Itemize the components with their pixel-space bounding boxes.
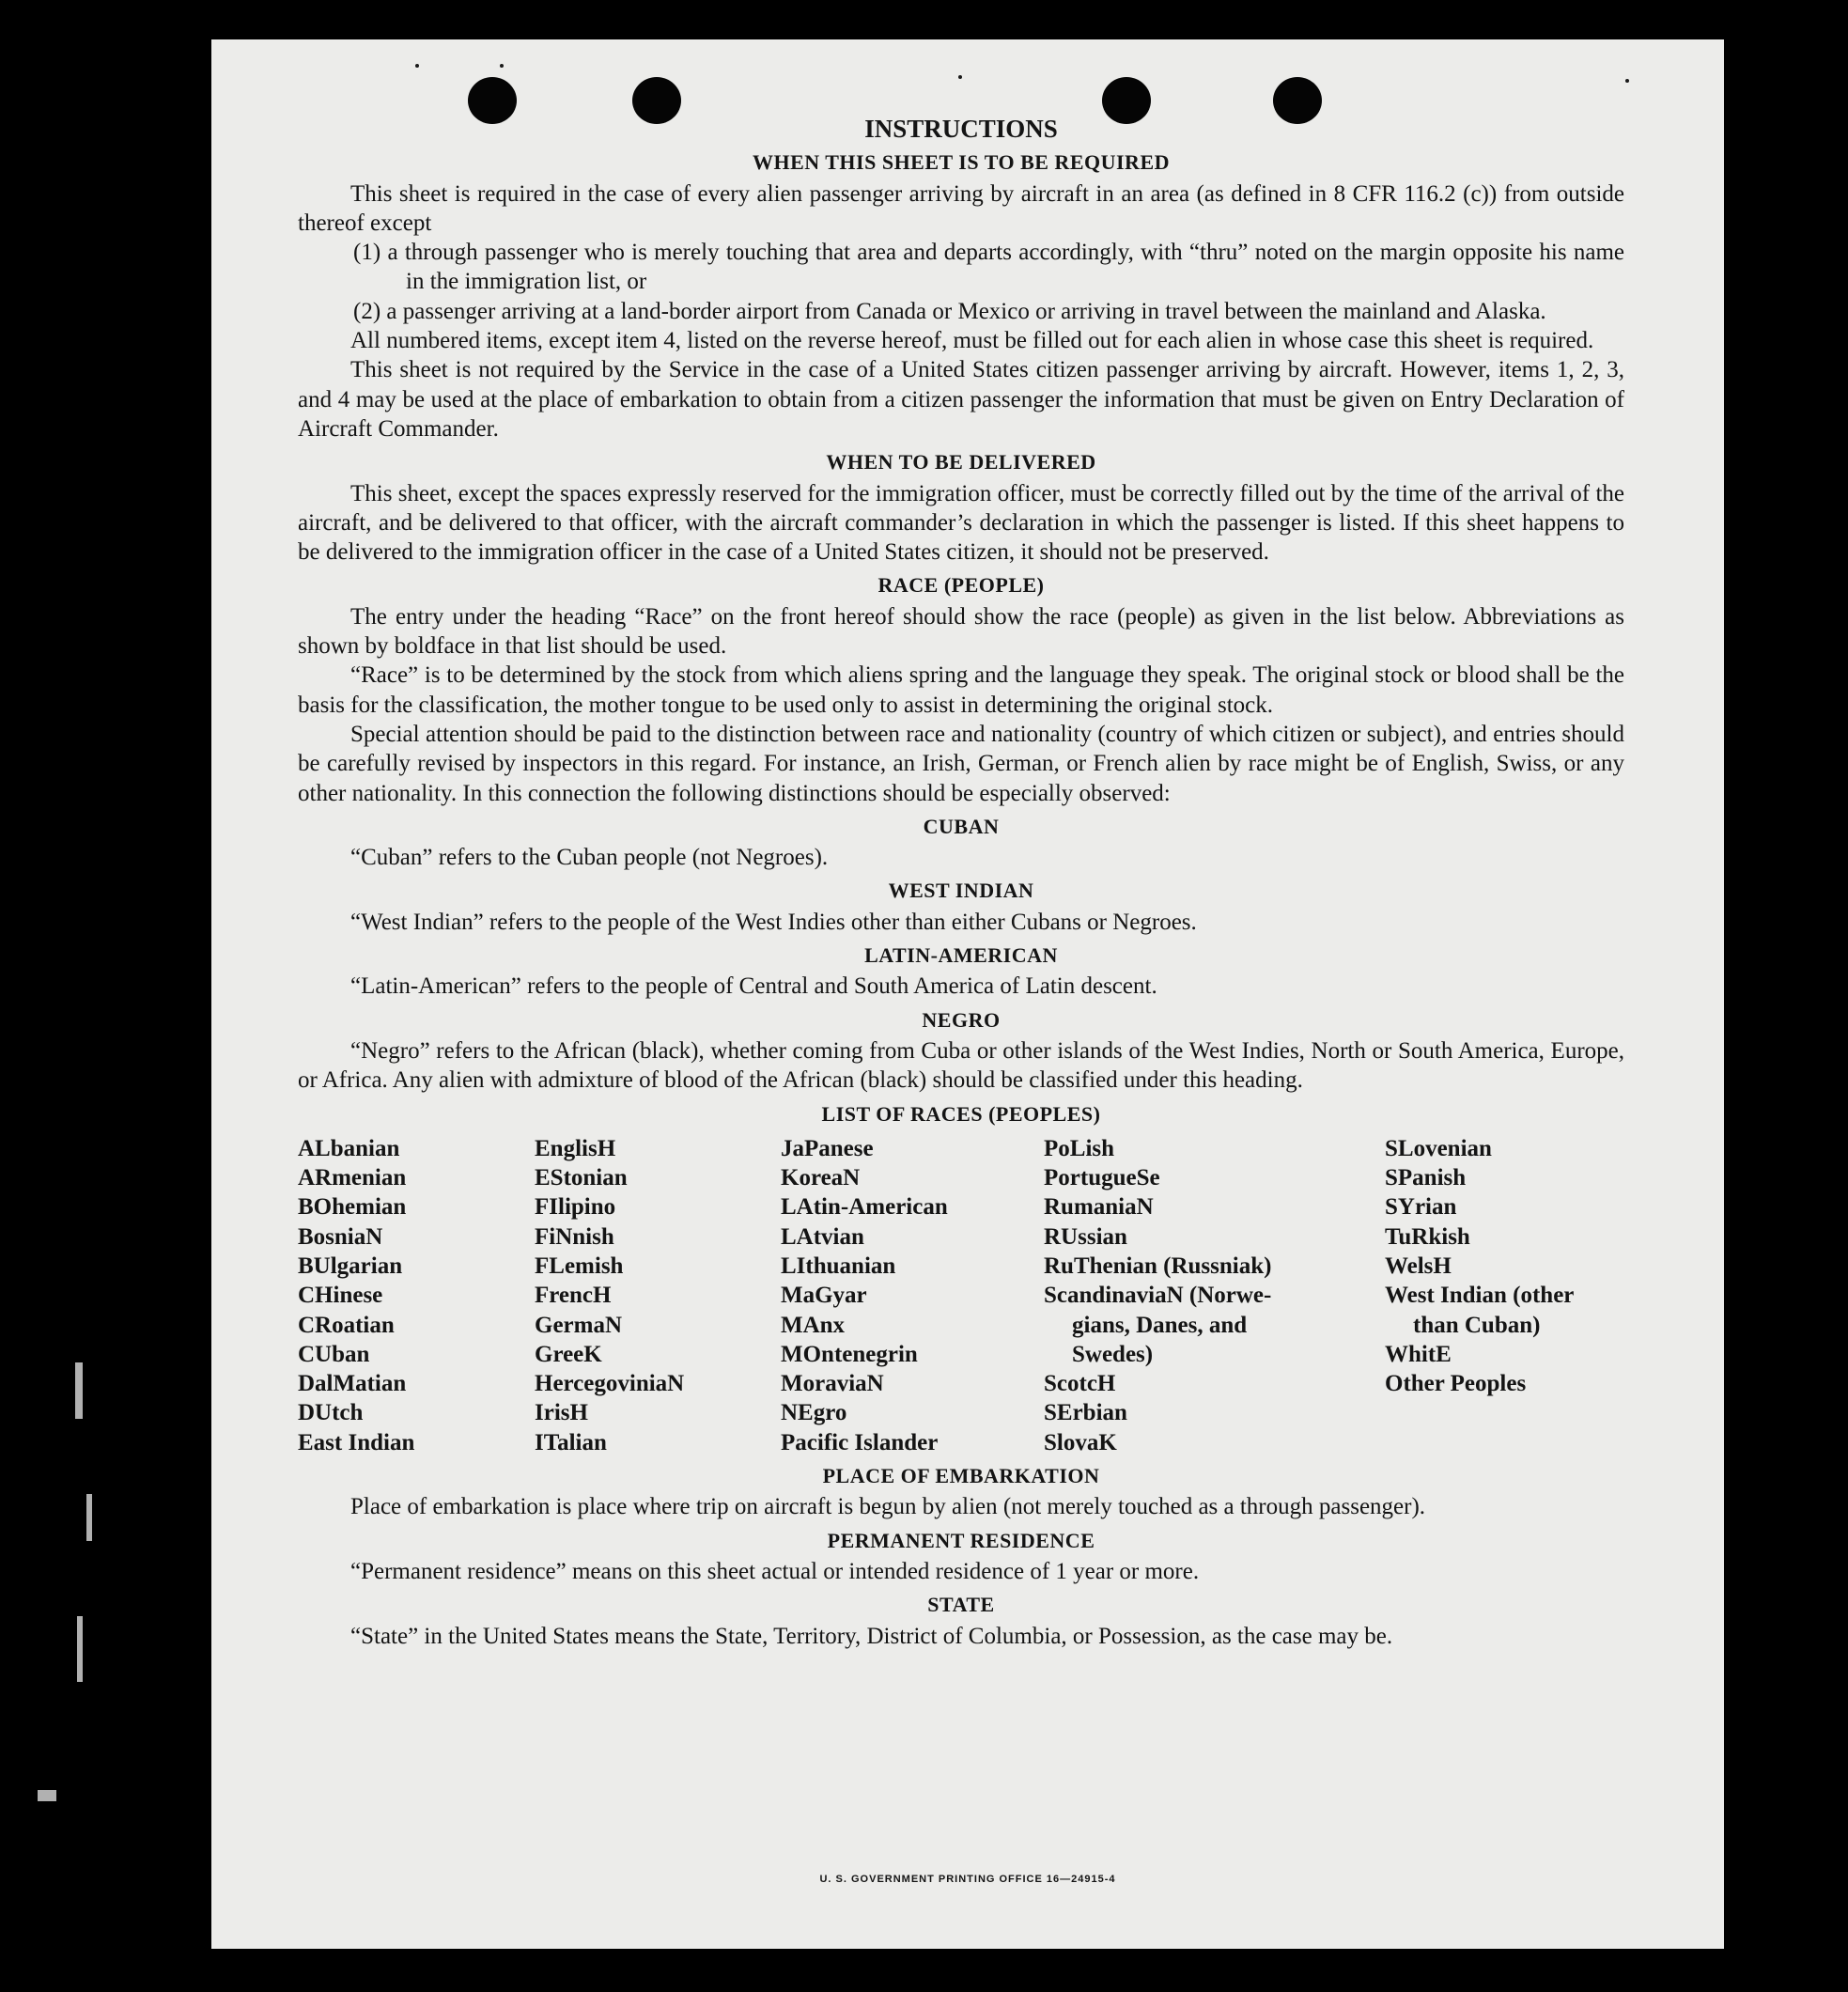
race-entry: JaPanese bbox=[781, 1135, 874, 1161]
race-entry: West Indian (other bbox=[1385, 1283, 1575, 1309]
race-entry: DUtch bbox=[298, 1400, 364, 1426]
race-entry: LIthuanian bbox=[781, 1253, 896, 1279]
race-entry: Pacific Islander bbox=[781, 1429, 939, 1455]
race-entry: ScandinaviaN (Norwe- bbox=[1044, 1283, 1272, 1309]
race-entry: ALbanian bbox=[298, 1135, 400, 1161]
list-item: (2) a passenger arriving at a land-border airport from Canada or Mexico or arriving in travel between the mainland and Alaska. bbox=[353, 298, 1546, 324]
section-heading: LATIN-AMERICAN bbox=[864, 943, 1058, 968]
paragraph: “Race” is to be determined by the stock from which aliens spring and the language they speak. The original stock or blood shall be the basis for the classification, the mother tongue to be used only to assist in determining the original stock. bbox=[298, 662, 1624, 718]
scan-artifact bbox=[77, 1616, 83, 1682]
race-entry: ITalian bbox=[535, 1429, 607, 1455]
list-item: (1) a through passenger who is merely touching that area and departs accordingly, with “thru” noted on the margin opposite his name in the immigration list, or bbox=[353, 240, 1624, 295]
section-heading: WHEN TO BE DELIVERED bbox=[826, 450, 1096, 475]
race-entry: GreeK bbox=[535, 1341, 602, 1367]
race-entry: EStonian bbox=[535, 1165, 628, 1191]
race-entry: FIlipino bbox=[535, 1194, 616, 1221]
race-entry: PortugueSe bbox=[1044, 1165, 1160, 1191]
section-heading: CUBAN bbox=[923, 814, 1000, 838]
race-entry: CHinese bbox=[298, 1283, 383, 1309]
race-entry: ARmenian bbox=[298, 1165, 407, 1191]
paragraph: Special attention should be paid to the distinction between race and nationality (country of which citizen or subject), and entries should be carefully revised by inspectors in this regard. For instance, an Irish, German, or French alien by race might be of English, Swiss, or any other nationality. In this connection the following distinctions should be especially observed: bbox=[298, 721, 1624, 806]
scan-artifact bbox=[38, 1790, 56, 1801]
race-entry: Other Peoples bbox=[1385, 1371, 1527, 1397]
section-heading: PLACE OF EMBARKATION bbox=[822, 1464, 1100, 1488]
paragraph: “State” in the United States means the State, Territory, District of Columbia, or Possession, as the case may be. bbox=[350, 1623, 1393, 1649]
race-entry: RuThenian (Russniak) bbox=[1044, 1253, 1272, 1279]
race-entry: IrisH bbox=[535, 1400, 588, 1426]
race-entry: WhitE bbox=[1385, 1341, 1452, 1367]
section-heading: LIST OF RACES (PEOPLES) bbox=[821, 1101, 1101, 1126]
race-entry: PoLish bbox=[1044, 1135, 1115, 1161]
race-entry: GermaN bbox=[535, 1312, 623, 1338]
race-entry: SPanish bbox=[1385, 1165, 1467, 1191]
race-entry: LAtvian bbox=[781, 1223, 864, 1250]
paragraph: This sheet, except the spaces expressly reserved for the immigration officer, must be correctly filled out by the time of the arrival of the aircraft, and be delivered to that officer, with the aircraft commander’s declaration in which the passenger is listed. If this sheet happens to be delivered to the immigration officer in the case of a United States citizen, it should not be preserved. bbox=[298, 480, 1624, 566]
section-heading: STATE bbox=[927, 1593, 995, 1617]
races-column bbox=[781, 1134, 1044, 1457]
section-heading: PERMANENT RESIDENCE bbox=[827, 1528, 1095, 1552]
races-column bbox=[298, 1134, 535, 1457]
race-entry: BUlgarian bbox=[298, 1253, 403, 1279]
paragraph: “Cuban” refers to the Cuban people (not Negroes). bbox=[350, 845, 829, 871]
race-entry: SErbian bbox=[1044, 1400, 1127, 1426]
race-entry: CUban bbox=[298, 1341, 370, 1367]
race-entry: MAnx bbox=[781, 1312, 846, 1338]
paragraph: This sheet is not required by the Service in the case of a United States citizen passenger arriving by aircraft. However, items 1, 2, 3, and 4 may be used at the place of embarkation to obtain from a citizen passenger the information that must be given on Entry Declaration of Aircraft Commander. bbox=[298, 357, 1624, 442]
races-column bbox=[535, 1134, 781, 1457]
races-list bbox=[298, 1134, 1624, 1457]
paragraph: “West Indian” refers to the people of the West Indies other than either Cubans or Negroes. bbox=[350, 909, 1197, 935]
paragraph: The entry under the heading “Race” on the front hereof should show the race (people) as given in the list below. Abbreviations as shown by boldface in that list should be used. bbox=[298, 603, 1624, 660]
race-entry: FiNnish bbox=[535, 1223, 614, 1250]
section-heading: WEST INDIAN bbox=[888, 879, 1034, 903]
race-entry: DalMatian bbox=[298, 1371, 407, 1397]
race-entry: Swedes) bbox=[1072, 1341, 1154, 1367]
race-entry: WelsH bbox=[1385, 1253, 1452, 1279]
race-entry: FrencH bbox=[535, 1283, 612, 1309]
scan-dust bbox=[415, 64, 419, 68]
paragraph: This sheet is required in the case of every alien passenger arriving by aircraft in an area (as defined in 8 CFR 116.2 (c)) from outside thereof except bbox=[298, 180, 1624, 236]
races-column bbox=[1044, 1134, 1385, 1457]
scan-dust bbox=[958, 75, 962, 79]
race-entry: MOntenegrin bbox=[781, 1341, 918, 1367]
race-entry: TuRkish bbox=[1385, 1223, 1470, 1250]
race-entry: MoraviaN bbox=[781, 1371, 884, 1397]
race-entry: SYrian bbox=[1385, 1194, 1457, 1221]
races-column bbox=[1385, 1134, 1624, 1457]
race-entry: SLovenian bbox=[1385, 1135, 1492, 1161]
race-entry: than Cuban) bbox=[1413, 1312, 1541, 1338]
section-heading: WHEN THIS SHEET IS TO BE REQUIRED bbox=[752, 150, 1171, 175]
page-title: INSTRUCTIONS bbox=[864, 115, 1058, 143]
paragraph: “Negro” refers to the African (black), whether coming from Cuba or other islands of the West Indies, North or South America, Europe, or Africa. Any alien with admixture of blood of the African (black) should be classified under this heading. bbox=[298, 1037, 1624, 1094]
race-entry: BosniaN bbox=[298, 1223, 383, 1250]
race-entry: EnglisH bbox=[535, 1135, 616, 1161]
race-entry: RUssian bbox=[1044, 1223, 1127, 1250]
paragraph: Place of embarkation is place where trip on aircraft is begun by alien (not merely touched as a through passenger). bbox=[350, 1494, 1426, 1520]
scan-dust bbox=[500, 64, 504, 68]
race-entry: LAtin-American bbox=[781, 1194, 948, 1221]
race-entry: East Indian bbox=[298, 1429, 415, 1455]
race-entry: SlovaK bbox=[1044, 1429, 1117, 1455]
race-entry: RumaniaN bbox=[1044, 1194, 1154, 1221]
scan-dust bbox=[1625, 79, 1629, 83]
scan-artifact bbox=[86, 1494, 92, 1541]
section-heading: NEGRO bbox=[922, 1007, 1001, 1032]
document-sheet bbox=[211, 39, 1724, 1949]
race-entry: BOhemian bbox=[298, 1194, 407, 1221]
race-entry: FLemish bbox=[535, 1253, 624, 1279]
race-entry: MaGyar bbox=[781, 1283, 867, 1309]
scan-artifact bbox=[75, 1362, 83, 1419]
printer-imprint: U. S. GOVERNMENT PRINTING OFFICE 16—24915-4 bbox=[819, 1874, 1116, 1885]
section-heading: RACE (PEOPLE) bbox=[877, 573, 1045, 598]
race-entry: KoreaN bbox=[781, 1165, 861, 1191]
race-entry: NEgro bbox=[781, 1400, 847, 1426]
paragraph: All numbered items, except item 4, listed on the reverse hereof, must be filled out for each alien in whose case this sheet is required. bbox=[350, 328, 1594, 354]
race-entry: gians, Danes, and bbox=[1072, 1312, 1248, 1338]
race-entry: CRoatian bbox=[298, 1312, 395, 1338]
race-entry: ScotcH bbox=[1044, 1371, 1116, 1397]
paragraph: “Permanent residence” means on this sheet actual or intended residence of 1 year or more. bbox=[350, 1558, 1200, 1584]
instructions-body bbox=[298, 115, 1624, 1651]
race-entry: HercegoviniaN bbox=[535, 1371, 685, 1397]
paragraph: “Latin-American” refers to the people of Central and South America of Latin descent. bbox=[350, 973, 1157, 1000]
